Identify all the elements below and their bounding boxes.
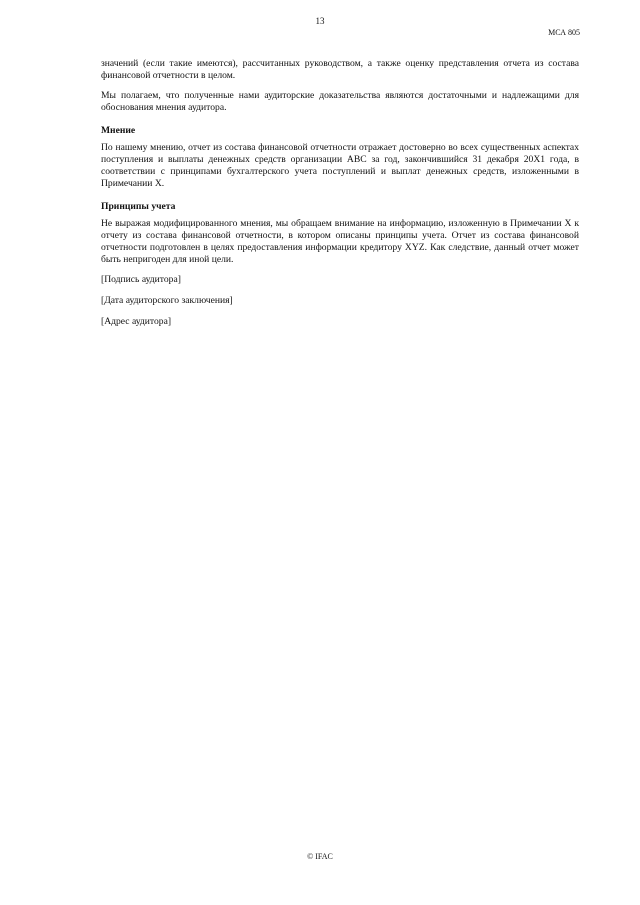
report-date-placeholder: [Дата аудиторского заключения] bbox=[101, 295, 233, 306]
paragraph-continuation: значений (если такие имеются), рассчитанных руководством, а также оценку представления отчета из состава финансовой отчетности в целом. bbox=[101, 58, 579, 81]
paragraph-evidence: Мы полагаем, что полученные нами аудиторские доказательства являются достаточными и надлежащими для обоснования мнения аудитора. bbox=[101, 90, 579, 113]
paragraph-opinion: По нашему мнению, отчет из состава финансовой отчетности отражает достоверно во всех существенных аспектах поступления и выплаты денежных средств организации ABC за год, закончившийся 31 декабря 20X1 года, в соответствии с принципами бухгалтерского учета поступлений и выплат денежных средств, изложенными в Примечании X. bbox=[101, 142, 579, 189]
document-body bbox=[101, 58, 579, 337]
page-number: 13 bbox=[315, 16, 325, 26]
document-code: МСА 805 bbox=[548, 28, 580, 37]
heading-accounting-principles: Принципы учета bbox=[101, 201, 176, 212]
auditor-signature-placeholder: [Подпись аудитора] bbox=[101, 274, 181, 285]
footer-copyright: © IFAC bbox=[307, 852, 333, 861]
heading-opinion: Мнение bbox=[101, 125, 136, 136]
auditor-address-placeholder: [Адрес аудитора] bbox=[101, 316, 172, 327]
paragraph-accounting-principles: Не выражая модифицированного мнения, мы обращаем внимание на информацию, изложенную в Примечании X к отчету из состава финансовой отчетности, в котором описаны принципы учета. Отчет из состава финансовой отчетности подготовлен в целях предоставления информации кредитору XYZ. Как следствие, данный отчет может быть непригоден для иной цели. bbox=[101, 218, 579, 265]
